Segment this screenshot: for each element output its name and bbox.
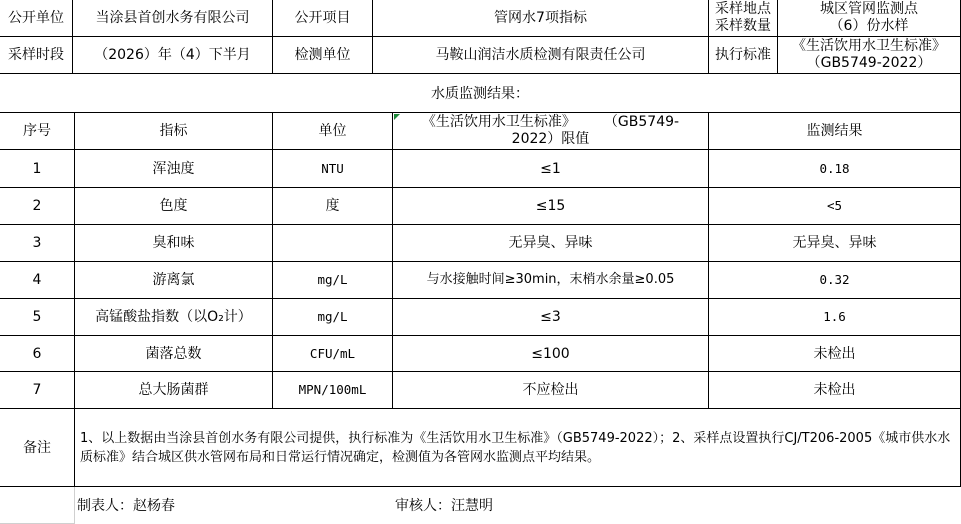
col-header-no[interactable]: 序号 — [0, 113, 75, 150]
col-header-result[interactable]: 监测结果 — [709, 113, 961, 150]
table-row-no[interactable]: 4 — [0, 262, 75, 299]
table-row-no[interactable]: 3 — [0, 225, 75, 262]
footer-maker[interactable]: 制表人：赵杨春 — [75, 487, 393, 524]
table-row-limit[interactable]: 不应检出 — [393, 372, 709, 409]
footer-blank-cell — [0, 487, 75, 524]
col-header-limit[interactable]: 《生活饮用水卫生标准》 （GB5749-2022）限值 — [393, 113, 709, 150]
notes-text[interactable]: 1、以上数据由当涂县首创水务有限公司提供，执行标准为《生活饮用水卫生标准》（GB5749-2022）；2、采样点设置执行CJ/T206-2005《城市供水水质标准》结合城区供水管网布局和日常运行情况确定，检测值为各管网水监测点平均结果。 — [75, 409, 961, 487]
table-row-limit[interactable]: ≤100 — [393, 336, 709, 372]
table-row-indicator[interactable]: 游离氯 — [75, 262, 273, 299]
table-row-limit[interactable]: 与水接触时间≥30min，末梢水余量≥0.05 — [393, 262, 709, 299]
table-row-indicator[interactable]: 色度 — [75, 188, 273, 225]
table-row-indicator[interactable]: 菌落总数 — [75, 336, 273, 372]
table-row-result[interactable]: 未检出 — [709, 336, 961, 372]
cell-lab-label[interactable]: 检测单位 — [273, 37, 373, 74]
table-row-no[interactable]: 5 — [0, 299, 75, 336]
cell-std-value[interactable]: 《生活饮用水卫生标准》 （GB5749-2022） — [778, 37, 961, 74]
table-row-indicator[interactable]: 高锰酸盐指数（以O₂计） — [75, 299, 273, 336]
table-row-no[interactable]: 1 — [0, 150, 75, 188]
notes-label[interactable]: 备注 — [0, 409, 75, 487]
col-header-unit[interactable]: 单位 — [273, 113, 393, 150]
cell-lab-value[interactable]: 马鞍山润洁水质检测有限责任公司 — [373, 37, 709, 74]
table-row-indicator[interactable]: 臭和味 — [75, 225, 273, 262]
section-title[interactable]: 水质监测结果： — [0, 74, 961, 113]
col-header-indicator[interactable]: 指标 — [75, 113, 273, 150]
table-row-result[interactable]: 0.18 — [709, 150, 961, 188]
table-row-unit[interactable]: CFU/mL — [273, 336, 393, 372]
footer-reviewer[interactable]: 审核人：汪慧明 — [393, 487, 961, 524]
table-row-unit[interactable]: mg/L — [273, 299, 393, 336]
cell-sample-value[interactable]: 城区管网监测点 （6）份水样 — [778, 0, 961, 37]
table-row-unit[interactable]: NTU — [273, 150, 393, 188]
table-row-no[interactable]: 7 — [0, 372, 75, 409]
table-row-indicator[interactable]: 浑浊度 — [75, 150, 273, 188]
table-row-result[interactable]: 未检出 — [709, 372, 961, 409]
cell-period-label[interactable]: 采样时段 — [0, 37, 73, 74]
table-row-result[interactable]: 1.6 — [709, 299, 961, 336]
table-row-limit[interactable]: ≤3 — [393, 299, 709, 336]
comment-marker-icon — [394, 114, 400, 120]
table-row-result[interactable]: 无异臭、异味 — [709, 225, 961, 262]
table-row-indicator[interactable]: 总大肠菌群 — [75, 372, 273, 409]
cell-item-value[interactable]: 管网水7项指标 — [373, 0, 709, 37]
table-row-limit[interactable]: ≤15 — [393, 188, 709, 225]
cell-sample-label[interactable]: 采样地点 采样数量 — [709, 0, 778, 37]
table-row-result[interactable]: 0.32 — [709, 262, 961, 299]
table-row-unit[interactable]: mg/L — [273, 262, 393, 299]
cell-unit-value[interactable]: 当涂县首创水务有限公司 — [73, 0, 273, 37]
table-row-unit[interactable]: 度 — [273, 188, 393, 225]
table-row-unit[interactable]: MPN/100mL — [273, 372, 393, 409]
cell-std-label[interactable]: 执行标准 — [709, 37, 778, 74]
cell-unit-label[interactable]: 公开单位 — [0, 0, 73, 37]
table-row-no[interactable]: 6 — [0, 336, 75, 372]
table-row-limit[interactable]: ≤1 — [393, 150, 709, 188]
table-row-limit[interactable]: 无异臭、异味 — [393, 225, 709, 262]
table-row-unit[interactable] — [273, 225, 393, 262]
cell-item-label[interactable]: 公开项目 — [273, 0, 373, 37]
table-row-no[interactable]: 2 — [0, 188, 75, 225]
table-row-result[interactable]: <5 — [709, 188, 961, 225]
cell-period-value[interactable]: （2026）年（4）下半月 — [73, 37, 273, 74]
